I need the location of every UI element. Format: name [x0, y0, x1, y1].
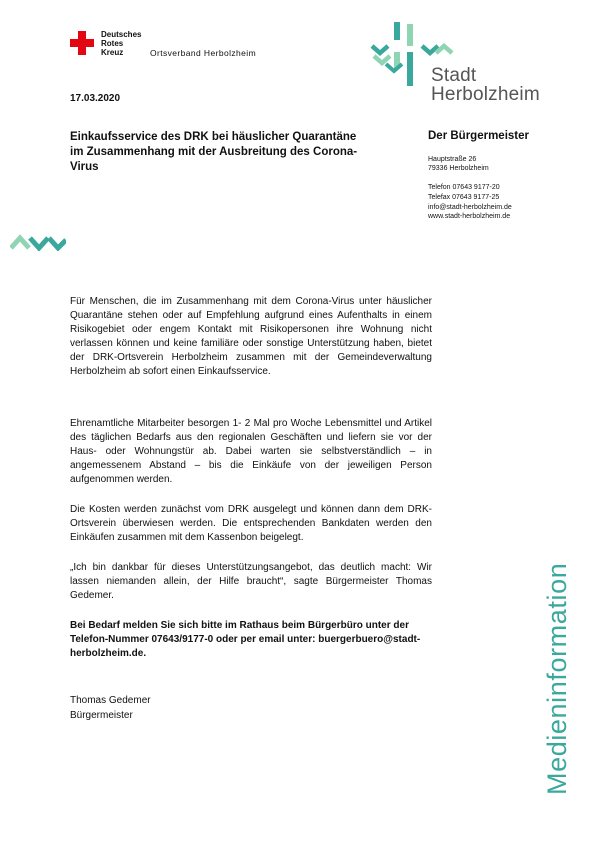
- sender-title: Der Bürgermeister: [428, 130, 529, 142]
- sender-web-link[interactable]: www.stadt-herbolzheim.de: [428, 213, 511, 221]
- body-paragraph: Ehrenamtliche Mitarbeiter besorgen 1- 2 Mal pro Woche Lebensmittel und Artikel des täglichen Bedarfs aus den regionalen Geschäften und liefern sie vor der Haus- oder Wohnungstür ab. Dabei warten sie selbstverständlich – in angemessenem Abstand – bis die Einkäufe von der jeweiligen Person aufgenommen werden.: [70, 418, 432, 485]
- body-paragraph: Für Menschen, die im Zusammenhang mit dem Corona-Virus unter häuslicher Quarantäne stehen oder auf Empfehlung aufgrund eines Aufenthalts in einem Risikogebiet oder engem Kontakt mit Risikopersonen ihre Wohnung nicht verlassen können und keine familiäre oder sonstige Unterstützung haben, bietet der DRK-Ortsverein Herbolzheim zusammen mit der Gemeindeverwaltung Herbolzheim ab sofort einen Einkaufsservice.: [70, 296, 432, 377]
- decorative-chevrons-icon: [10, 231, 66, 251]
- letter-date: 17.03.2020: [70, 93, 121, 104]
- stadt-logo-line1: Stadt: [431, 65, 477, 86]
- headline-line: Virus: [70, 161, 99, 173]
- sender-contact: [428, 183, 512, 222]
- headline: [70, 130, 390, 175]
- sender-email-link[interactable]: info@stadt-herbolzheim.de: [428, 203, 512, 211]
- stadt-logo-line2: Herbolzheim: [431, 84, 540, 105]
- contact-paragraph: Bei Bedarf melden Sie sich bitte im Rathaus beim Bürgerbüro unter der Telefon-Nummer 07643/9177-0 oder per email unter: buergerbuero@stadt-herbolzheim.de.: [70, 620, 421, 659]
- body-paragraph: Die Kosten werden zunächst vom DRK ausgelegt und können dann dem DRK-Ortsverein überwiesen werden. Die entsprechenden Bankdaten werden den Einkäufen zusammen mit dem Kassenbon beigelegt.: [70, 504, 432, 543]
- drk-logo-text: [101, 30, 141, 57]
- quote-paragraph: „Ich bin dankbar für dieses Unterstützungsangebot, das deutlich macht: Wir lassen niemanden allein, der Hilfe braucht“, sagte Bürgermeister Thomas Gedemer.: [70, 562, 432, 601]
- side-label-medieninformation: Medieninformation: [542, 562, 572, 795]
- drk-ortsverband-label: Ortsverband Herbolzheim: [150, 48, 257, 58]
- sender-city: 79336 Herbolzheim: [428, 165, 489, 173]
- drk-word: Rotes: [101, 39, 124, 48]
- headline-line: im Zusammenhang mit der Ausbreitung des Corona-: [70, 146, 358, 158]
- sender-address: [428, 155, 489, 173]
- signature-name: Thomas Gedemer: [70, 695, 151, 706]
- sender-street: Hauptstraße 26: [428, 156, 477, 163]
- stadt-logo-text: [431, 66, 540, 104]
- signature-role: Bürgermeister: [70, 709, 133, 721]
- drk-cross-icon: [70, 31, 94, 55]
- sender-fax: Telefax 07643 9177-25: [428, 193, 500, 201]
- drk-word: Deutsches: [101, 30, 142, 39]
- signature-block: [70, 694, 151, 723]
- sender-phone: Telefon 07643 9177-20: [428, 184, 500, 191]
- headline-line: Einkaufsservice des DRK bei häuslicher Quarantäne: [70, 131, 357, 143]
- drk-word: Kreuz: [101, 48, 124, 57]
